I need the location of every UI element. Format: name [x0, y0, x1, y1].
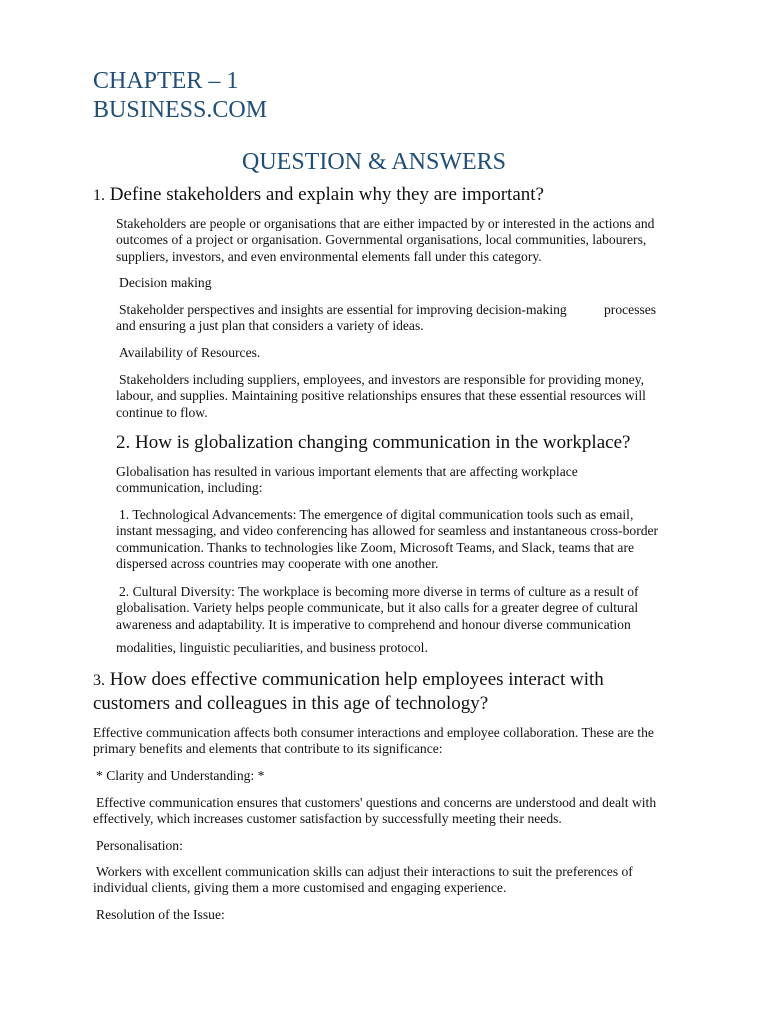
q3-subheading-resolution: Resolution of the Issue: — [96, 907, 225, 922]
question-3-line2: customers and colleagues in this age of technology? — [93, 693, 489, 714]
question-3 — [93, 668, 693, 693]
q1-subheading-decision-making: Decision making — [119, 275, 212, 290]
q3-subheading-personalisation: Personalisation: — [96, 838, 183, 853]
q2-item-cultural: 2. Cultural Diversity: The workplace is becoming more diverse in terms of culture as a result of globalisation. Variety helps people communicate, but it also calls for a greater degree of cultural awareness and adaptability. It is imperative to comprehend and honour diverse communication — [116, 584, 639, 632]
q1-paragraph-resources: Stakeholders including suppliers, employees, and investors are responsible for providing money, labour, and supplies. Maintaining positive relationships ensures that these essential resources will continue to flow. — [116, 372, 646, 420]
q1-paragraph-decision-line1: Stakeholder perspectives and insights are essential for improving decision-making — [119, 302, 567, 317]
question-1-text: Define stakeholders and explain why they are important? — [109, 184, 544, 205]
q2-item-technological: 1. Technological Advancements: The emergence of digital communication tools such as email, instant messaging, and video conferencing has allowed for seamless and instantaneous cross-border communication. Thanks to technologies like Zoom, Microsoft Teams, and Slack, teams that are dispersed across countries may cooperate with one another. — [116, 507, 659, 571]
q3-paragraph-clarity: Effective communication ensures that customers' questions and concerns are understood and dealt with effectively, which increases customer satisfaction by successfully meeting their needs. — [93, 795, 657, 827]
q3-paragraph-intro: Effective communication affects both consumer interactions and employee collaboration. These are the primary benefits and elements that contribute to its significance: — [93, 725, 654, 757]
chapter-title: BUSINESS.COM — [93, 97, 268, 123]
question-1-number: 1. — [93, 187, 105, 204]
question-1 — [93, 183, 693, 208]
q2-paragraph-intro: Globalisation has resulted in various important elements that are affecting workplace communication, including: — [116, 464, 578, 496]
q2-item-cultural-end: modalities, linguistic peculiarities, and business protocol. — [116, 640, 428, 655]
q1-paragraph-decision-processes: processes — [604, 302, 657, 317]
question-3-line1: How does effective communication help employees interact with — [109, 669, 604, 690]
section-heading: QUESTION & ANSWERS — [242, 149, 507, 175]
q3-paragraph-personalisation: Workers with excellent communication skills can adjust their interactions to suit the preferences of individual clients, giving them a more customised and engaging experience. — [93, 864, 633, 896]
q1-subheading-resources: Availability of Resources. — [119, 345, 261, 360]
q1-paragraph-decision-line2: and ensuring a just plan that considers a variety of ideas. — [116, 318, 424, 333]
question-3-number: 3. — [93, 672, 105, 689]
q1-paragraph-definition: Stakeholders are people or organisations that are either impacted by or interested in the actions and outcomes of a project or organisation. Governmental organisations, local communities, labourers, suppliers, investors, and even environmental elements fall under this category. — [116, 216, 655, 264]
question-2: 2. How is globalization changing communication in the workplace? — [116, 432, 631, 453]
q3-subheading-clarity: * Clarity and Understanding: * — [96, 768, 265, 783]
chapter-heading: CHAPTER – 1 — [93, 68, 239, 94]
